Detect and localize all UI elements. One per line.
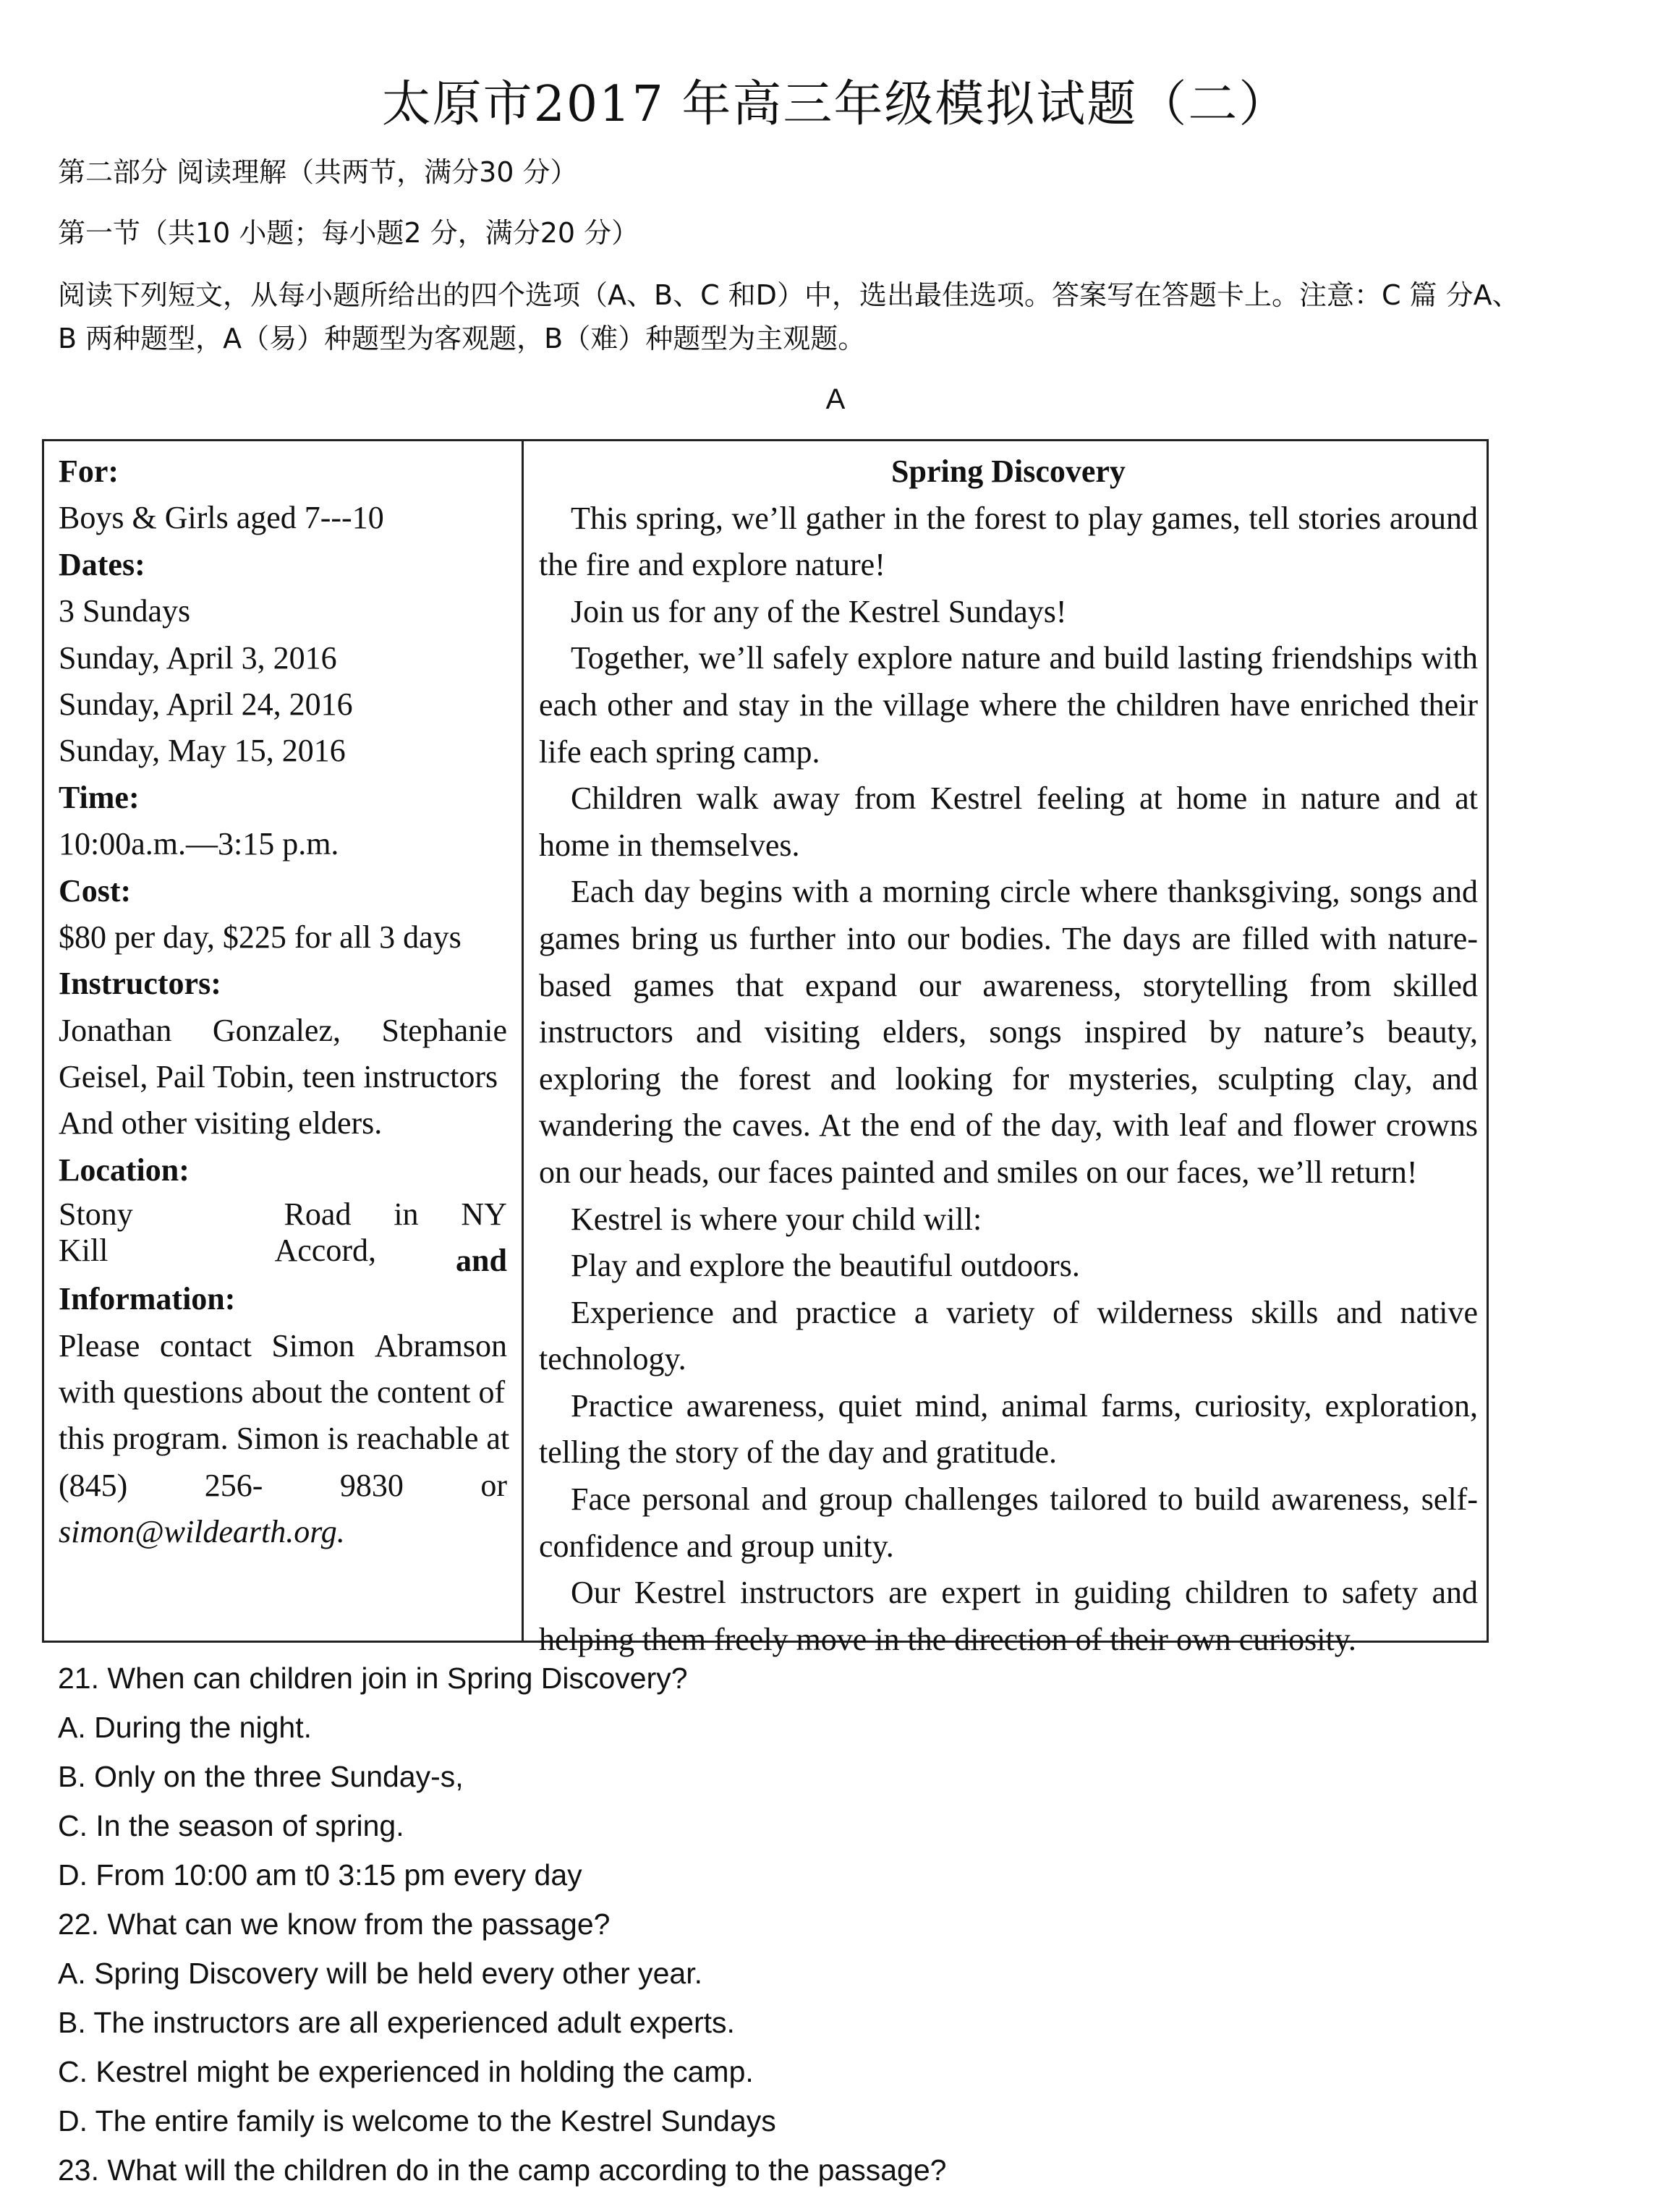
cost-value: $80 per day, $225 for all 3 days: [59, 919, 462, 955]
question-21-option-c: C. In the season of spring.: [58, 1809, 404, 1842]
article-paragraph: Face personal and group challenges tailored to build awareness, self-confidence and group unity.: [539, 1481, 1478, 1564]
article-title: Spring Discovery: [891, 454, 1126, 489]
info-column: [59, 448, 510, 1556]
question-22-option-d: D. The entire family is welcome to the Kestrel Sundays: [58, 2104, 776, 2137]
word: Jonathan: [59, 1012, 172, 1048]
article-paragraph: Children walk away from Kestrel feeling at home in nature and at home in themselves.: [539, 780, 1478, 863]
information-line-3: this program. Simon is reachable at: [59, 1421, 510, 1457]
dates-label: Dates:: [59, 546, 145, 582]
word: contact: [159, 1327, 252, 1364]
information-line-4: [59, 1463, 507, 1509]
passage-label: A: [825, 383, 846, 415]
location-line-1: [59, 1196, 507, 1233]
question-21: 21. When can children join in Spring Discovery?: [58, 1662, 688, 1695]
instructors-line-1: [59, 1008, 507, 1054]
date-item: Sunday, April 24, 2016: [59, 686, 353, 722]
word: Gonzalez,: [212, 1012, 341, 1048]
information-label: Information:: [59, 1281, 236, 1317]
location-line-2: [59, 1233, 507, 1279]
article-paragraph: Together, we’ll safely explore nature and build lasting friendships with each other and stay in the village where the children have enriched their life each spring camp.: [539, 640, 1478, 770]
instruction-line-2: B 两种题型，A（易）种题型为客观题，B（难）种题型为主观题。: [58, 323, 866, 354]
word: Road: [284, 1196, 352, 1233]
word: Stephanie: [381, 1012, 507, 1048]
word: Abramson: [374, 1327, 507, 1364]
passage-table: [42, 439, 1489, 1657]
article-paragraph: Kestrel is where your child will:: [571, 1201, 982, 1237]
cost-label: Cost:: [59, 872, 132, 909]
word: NY: [461, 1196, 507, 1233]
time-label: Time:: [59, 779, 140, 815]
article-paragraph: Experience and practice a variety of wilderness skills and native technology.: [539, 1294, 1478, 1377]
information-line-2: with questions about the content of: [59, 1374, 506, 1411]
question-22: 22. What can we know from the passage?: [58, 1907, 611, 1941]
word: Accord,: [274, 1233, 376, 1269]
instructors-line-2: Geisel, Pail Tobin, teen instructors: [59, 1059, 498, 1095]
question-23: 23. What will the children do in the camp according to the passage?: [58, 2153, 947, 2187]
question-21-option-b: B. Only on the three Sunday-s,: [58, 1760, 464, 1793]
date-item: 3 Sundays: [59, 593, 191, 629]
date-item: Sunday, April 3, 2016: [59, 639, 337, 676]
article-paragraph: This spring, we’ll gather in the forest to play games, tell stories around the fire and explore nature!: [539, 500, 1478, 583]
information-line-1: [59, 1323, 507, 1369]
word: Please: [59, 1327, 140, 1364]
article-paragraph: Each day begins with a morning circle where thanksgiving, songs and games bring us further into our bodies. The days are filled with nature-based games that expand our awareness, storytelling from skilled instructors and visiting elders, songs inspired by nature’s beauty, exploring the forest and looking for mysteries, sculpting clay, and wandering the caves. At the end of the day, with leaf and flower crowns on our heads, our faces painted and smiles on our faces, we’ll return!: [539, 874, 1478, 1190]
word: or: [480, 1467, 507, 1503]
question-22-option-c: C. Kestrel might be experienced in holding the camp.: [58, 2055, 754, 2088]
article-paragraph: Practice awareness, quiet mind, animal farms, curiosity, exploration, telling the story of the day and gratitude.: [539, 1387, 1478, 1471]
word: Simon: [271, 1327, 355, 1364]
table-divider: [522, 441, 524, 1641]
question-21-option-d: D. From 10:00 am t0 3:15 pm every day: [58, 1858, 582, 1892]
article-paragraph: Our Kestrel instructors are expert in guiding children to safety and helping them freely move in the direction of their own curiosity.: [539, 1575, 1478, 1657]
exam-title: 太原市2017 年高三年级模拟试题（二）: [381, 76, 1290, 133]
word: 256-: [204, 1467, 263, 1503]
word: and: [456, 1243, 507, 1279]
instruction-line-1: 阅读下列短文，从每小题所给出的四个选项（A、B、C 和D）中，选出最佳选项。答案写在答题卡上。注意：C 篇 分A、: [58, 279, 1520, 311]
instructors-line-3: And other visiting elders.: [59, 1105, 383, 1141]
question-21-option-a: A. During the night.: [58, 1711, 312, 1744]
instructors-label: Instructors:: [59, 966, 221, 1002]
article-paragraph: Join us for any of the Kestrel Sundays!: [571, 593, 1067, 629]
word: 9830: [339, 1467, 404, 1503]
word: (845): [59, 1467, 128, 1503]
contact-email: simon@wildearth.org.: [59, 1514, 345, 1550]
date-item: Sunday, May 15, 2016: [59, 733, 346, 769]
section-heading: 第一节（共10 小题；每小题2 分，满分20 分）: [58, 217, 639, 249]
part-heading: 第二部分 阅读理解（共两节，满分30 分）: [58, 156, 578, 188]
for-value: Boys & Girls aged 7---10: [59, 500, 384, 536]
word: in: [394, 1196, 419, 1233]
time-value: 10:00a.m.—3:15 p.m.: [59, 826, 339, 862]
for-label: For:: [59, 454, 119, 489]
article-paragraph: Play and explore the beautiful outdoors.: [571, 1248, 1080, 1284]
question-22-option-b: B. The instructors are all experienced adult experts.: [58, 2006, 735, 2039]
question-22-option-a: A. Spring Discovery will be held every other year.: [58, 1957, 703, 1990]
word: Stony: [59, 1196, 133, 1233]
word: Kill: [59, 1233, 109, 1269]
article-column: [539, 448, 1478, 1663]
location-label: Location:: [59, 1152, 190, 1188]
